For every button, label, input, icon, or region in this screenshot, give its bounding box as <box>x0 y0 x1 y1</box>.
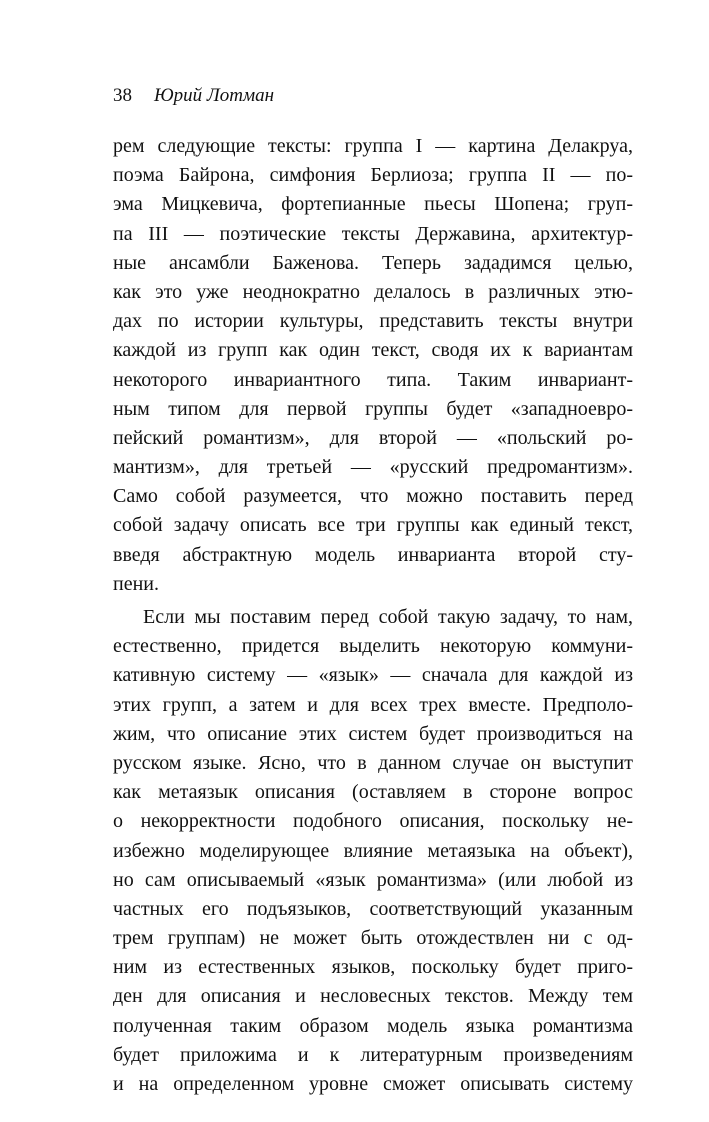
text-line: Само собой разумеется, что можно поставить перед <box>113 485 633 508</box>
text-line: естественно, придется выделить некоторую коммуни- <box>113 635 633 658</box>
text-line: пени. <box>113 572 159 595</box>
text-line: и на определенном уровне сможет описывать систему <box>113 1073 633 1095</box>
text-line: эма Мицкевича, фортепианные пьесы Шопена; груп- <box>113 193 633 216</box>
text-line: трем группам) не может быть отождествлен ни с од- <box>113 927 633 950</box>
text-line: пейский романтизм», для второй — «польский ро- <box>113 426 633 449</box>
text-line: мантизм», для третьей — «русский предромантизм». <box>113 456 633 479</box>
text-line: ден для описания и несловесных текстов. Между тем <box>113 985 633 1008</box>
text-line: избежно моделирующее влияние метаязыка на объект), <box>113 839 633 862</box>
text-line: кативную систему — «язык» — сначала для каждой из <box>113 664 633 687</box>
text-line: каждой из групп как один текст, сводя их к вариантам <box>113 339 633 362</box>
text-line: па III — поэтические тексты Державина, архитектур- <box>113 222 633 245</box>
author-name: Юрий Лотман <box>154 85 275 106</box>
page-number: 38 <box>113 85 132 106</box>
running-head <box>113 84 633 108</box>
text-line: дах по истории культуры, представить тексты внутри <box>113 310 633 333</box>
text-line: ним из естественных языков, поскольку будет приго- <box>113 956 633 979</box>
text-line: собой задачу описать все три группы как единый текст, <box>113 514 633 537</box>
text-line: полученная таким образом модель языка романтизма <box>113 1014 633 1037</box>
text-line: о некорректности подобного описания, поскольку не- <box>113 810 633 833</box>
text-line: некоторого инвариантного типа. Таким инвариант- <box>113 368 633 391</box>
text-line: частных его подъязыков, соответствующий указанным <box>113 897 633 920</box>
text-line: поэма Байрона, симфония Берлиоза; группа II — по- <box>113 164 633 187</box>
text-line: введя абстрактную модель инварианта второй сту- <box>113 543 633 566</box>
text-line: русском языке. Ясно, что в данном случае он выступит <box>113 751 633 774</box>
text-line: этих групп, а затем и для всех трех вместе. Предполо- <box>113 693 633 716</box>
book-page <box>113 84 633 1099</box>
text-line: жим, что описание этих систем будет производиться на <box>113 722 633 745</box>
text-line: ные ансамбли Баженова. Теперь зададимся целью, <box>113 251 633 274</box>
text-line: как метаязык описания (оставляем в стороне вопрос <box>113 781 633 804</box>
text-line: как это уже неоднократно делалось в различных этю- <box>113 280 633 303</box>
text-line: Если мы поставим перед собой такую задачу, то нам, <box>143 606 633 628</box>
text-line: будет приложима и к литературным произведениям <box>113 1043 633 1066</box>
text-line: ным типом для первой группы будет «западноевро- <box>113 397 633 420</box>
paragraph-2 <box>113 603 633 1099</box>
paragraph-1 <box>113 132 633 599</box>
text-line: но сам описываемый «язык романтизма» (или любой из <box>113 868 633 891</box>
text-line: рем следующие тексты: группа I — картина Делакруа, <box>113 135 633 157</box>
